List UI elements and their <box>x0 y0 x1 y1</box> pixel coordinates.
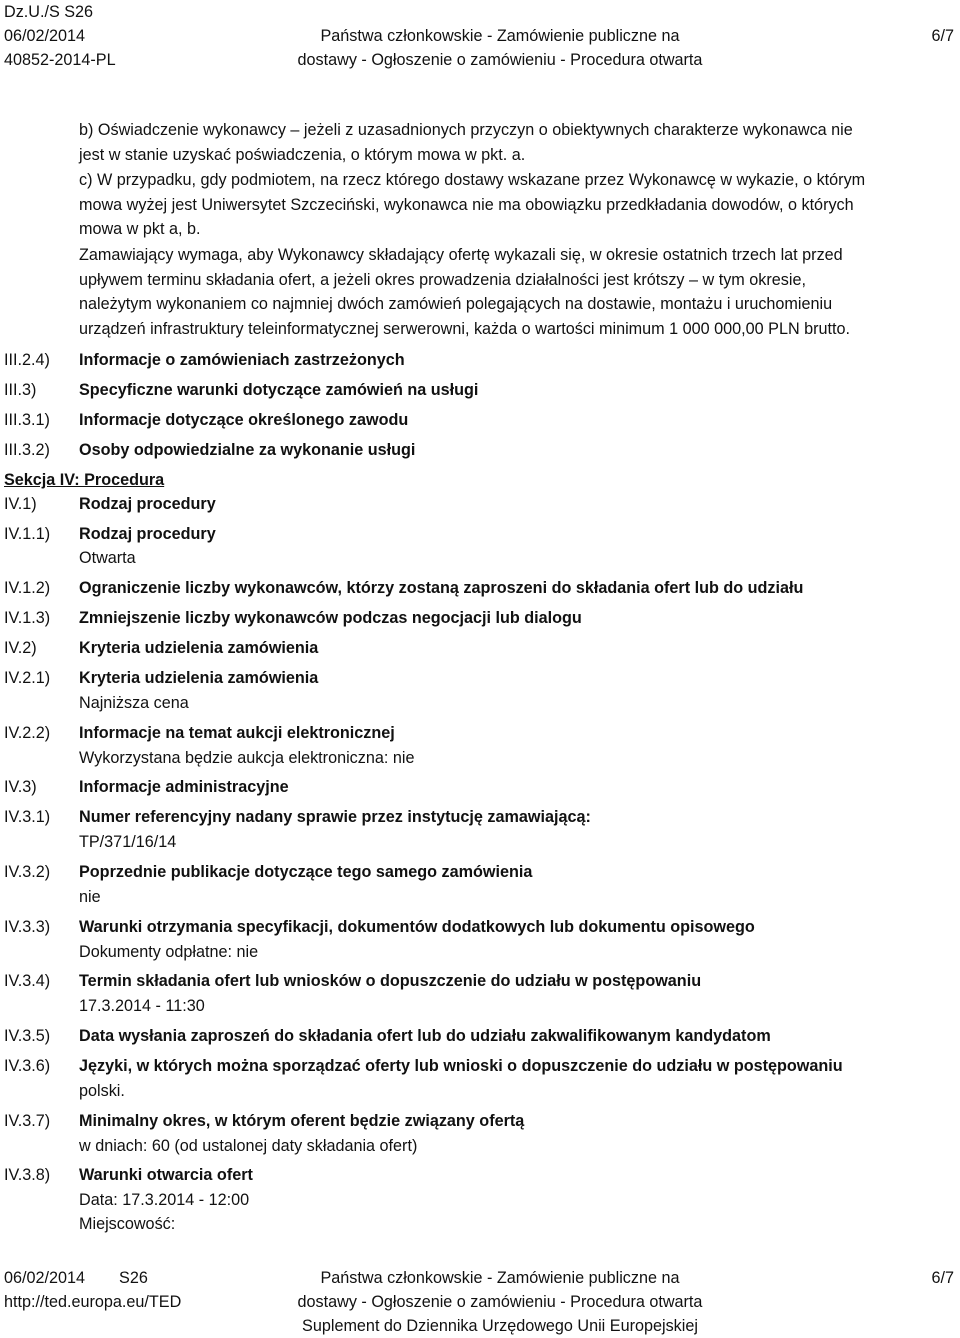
page-header <box>0 0 960 70</box>
paragraph-c-line3: mowa w pkt a, b. <box>79 220 201 239</box>
header-date: 06/02/2014 <box>4 27 86 45</box>
section-value: Dokumenty odpłatne: nie <box>79 943 259 961</box>
paragraph-requirements-line3: należytym wykonaniem co najmniej dwóch zamówień polegających na dostawie, montażu i uruchomieniu <box>79 295 833 314</box>
section-title: Osoby odpowiedzialne za wykonanie usługi <box>79 441 416 459</box>
paragraph-requirements-line2: upływem terminu składania ofert, a jeżeli okres prowadzenia działalności jest krótszy – w tym okresie, <box>79 270 806 289</box>
section-title: Informacje dotyczące określonego zawodu <box>79 411 409 429</box>
section-number: IV.3.5) <box>4 1027 51 1045</box>
section-title: Rodzaj procedury <box>79 495 216 513</box>
section-value: Miejscowość: <box>79 1215 176 1233</box>
section-heading: Sekcja IV: Procedura <box>4 471 165 489</box>
section-title: Minimalny okres, w którym oferent będzie związany ofertą <box>79 1112 525 1130</box>
section-number: IV.3.4) <box>4 972 51 990</box>
section-number: IV.3.2) <box>4 863 51 881</box>
section-number: IV.1.3) <box>4 609 51 627</box>
header-journal: Dz.U./S S26 <box>4 3 94 21</box>
section-title: Poprzednie publikacje dotyczące tego samego zamówienia <box>79 863 533 881</box>
section-value: Najniższa cena <box>79 694 189 712</box>
section-title: Języki, w których można sporządzać oferty lub wnioski o dopuszczenie do udziału w postępowaniu <box>79 1057 843 1075</box>
section-value: 17.3.2014 - 11:30 <box>79 997 205 1015</box>
section-value: w dniach: 60 (od ustalonej daty składania ofert) <box>79 1137 418 1155</box>
paragraph-c-line2: mowa wyżej jest Uniwersytet Szczeciński, wykonawca nie ma obowiązku przedkładania dowodów, o których <box>79 195 854 214</box>
section-number: IV.3.1) <box>4 808 51 826</box>
section-title: Ograniczenie liczby wykonawców, którzy zostaną zaproszeni do składania ofert lub do udziału <box>79 579 804 597</box>
section-title: Warunki otwarcia ofert <box>79 1166 253 1184</box>
footer-series: S26 <box>119 1269 148 1287</box>
section-number: IV.2.1) <box>4 669 51 687</box>
paragraph-c-line1: c) W przypadku, gdy podmiotem, na rzecz którego dostawy wskazane przez Wykonawcę w wykazie, o którym <box>79 171 866 189</box>
section-number: III.3.2) <box>4 441 50 459</box>
section-value: nie <box>79 888 101 906</box>
header-title-line2: dostawy - Ogłoszenie o zamówieniu - Procedura otwarta <box>297 51 703 69</box>
section-number: IV.3.3) <box>4 918 51 936</box>
paragraph-b <box>79 118 949 167</box>
paragraph-requirements <box>79 243 949 341</box>
page-footer <box>0 1262 960 1334</box>
footer-left <box>4 1266 181 1314</box>
section-value: TP/371/16/14 <box>79 833 177 851</box>
footer-title <box>250 1266 750 1338</box>
section-number: IV.2) <box>4 639 37 657</box>
section-value: polski. <box>79 1082 125 1100</box>
section-number: IV.3.6) <box>4 1057 51 1075</box>
section-value: Wykorzystana będzie aukcja elektroniczna: nie <box>79 749 415 767</box>
section-title: Informacje o zamówieniach zastrzeżonych <box>79 351 405 369</box>
section-title: Kryteria udzielenia zamówienia <box>79 639 319 657</box>
section-title: Warunki otrzymania specyfikacji, dokumentów dodatkowych lub dokumentu opisowego <box>79 918 755 936</box>
section-title: Rodzaj procedury <box>79 525 216 543</box>
paragraph-c <box>79 168 949 242</box>
header-title-line1: Państwa członkowskie - Zamówienie publiczne na <box>320 27 680 45</box>
footer-title-line1: Państwa członkowskie - Zamówienie publiczne na <box>320 1269 680 1287</box>
footer-page-number: 6/7 <box>931 1269 954 1287</box>
paragraph-requirements-line4: urządzeń infrastruktury teleinformatycznej serwerowni, każda o wartości minimum 1 000 000,00 PLN brutto. <box>79 319 851 338</box>
section-number: IV.3) <box>4 778 37 796</box>
section-number: III.2.4) <box>4 351 50 369</box>
header-left <box>4 0 116 72</box>
footer-url[interactable]: http://ted.europa.eu/TED <box>4 1293 182 1311</box>
section-number: IV.3.8) <box>4 1166 51 1184</box>
section-value: Otwarta <box>79 549 136 567</box>
header-title <box>250 24 750 72</box>
paragraph-requirements-line1: Zamawiający wymaga, aby Wykonawcy składający ofertę wykazali się, w okresie ostatnich trzech lat przed <box>79 246 843 264</box>
footer-title-line3: Suplement do Dziennika Urzędowego Unii Europejskiej <box>302 1317 698 1335</box>
paragraph-b-line2: jest w stanie uzyskać poświadczenia, o którym mowa w pkt. a. <box>79 145 526 164</box>
section-number: IV.3.7) <box>4 1112 51 1130</box>
section-title: Zmniejszenie liczby wykonawców podczas negocjacji lub dialogu <box>79 609 582 627</box>
section-number: IV.1.2) <box>4 579 51 597</box>
section-value: Data: 17.3.2014 - 12:00 <box>79 1191 250 1209</box>
section-number: IV.2.2) <box>4 724 51 742</box>
section-number: III.3) <box>4 381 37 399</box>
section-title: Specyficzne warunki dotyczące zamówień na usługi <box>79 381 479 399</box>
footer-date: 06/02/2014 <box>4 1269 86 1287</box>
footer-date-series <box>4 1266 181 1290</box>
paragraph-b-line1: b) Oświadczenie wykonawcy – jeżeli z uzasadnionych przyczyn o obiektywnych charakterze wykonawca nie <box>79 121 853 139</box>
section-number: III.3.1) <box>4 411 50 429</box>
section-title: Informacje na temat aukcji elektronicznej <box>79 724 395 742</box>
section-number: IV.1) <box>4 495 37 513</box>
section-title: Termin składania ofert lub wniosków o dopuszczenie do udziału w postępowaniu <box>79 972 702 990</box>
header-page-number: 6/7 <box>931 27 954 45</box>
section-title: Data wysłania zaproszeń do składania ofert lub do udziału zakwalifikowanym kandydatom <box>79 1027 771 1045</box>
section-number: IV.1.1) <box>4 525 51 543</box>
section-title: Numer referencyjny nadany sprawie przez instytucję zamawiającą: <box>79 808 591 826</box>
section-title: Kryteria udzielenia zamówienia <box>79 669 319 687</box>
footer-title-line2: dostawy - Ogłoszenie o zamówieniu - Procedura otwarta <box>297 1293 703 1311</box>
section-title: Informacje administracyjne <box>79 778 289 796</box>
header-doc-id: 40852-2014-PL <box>4 51 116 69</box>
